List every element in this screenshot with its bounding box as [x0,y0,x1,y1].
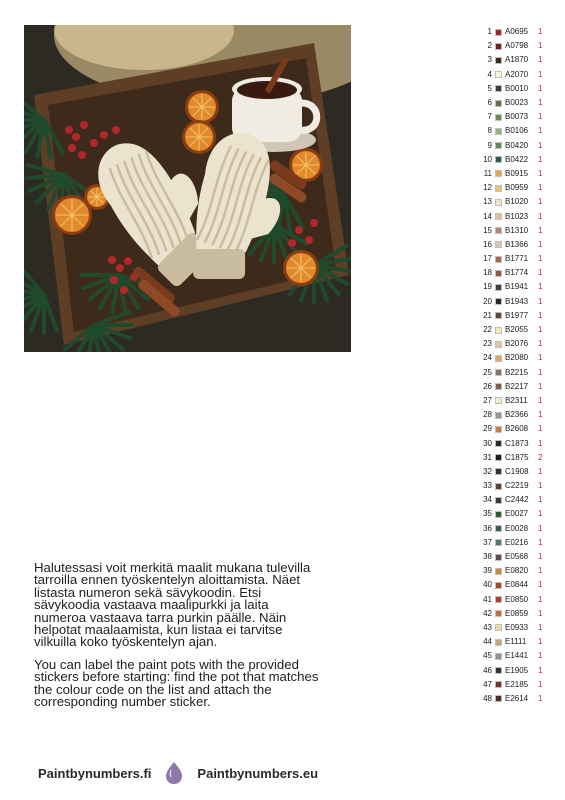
palette-row [479,82,559,96]
color-code: C1875 [505,452,529,462]
color-swatch [495,596,502,603]
color-swatch [495,483,502,490]
palette-row [479,507,559,521]
instructions-finnish: Halutessasi voit merkitä maalit mukana tulevilla tarroilla ennen työskentelyn aloittamista. Näet listasta numeron sekä sävykoodin. Etsi sävykoodia vastaava maalipurkki ja laita numeroa vastaava tarra purkin päälle. Näin helpotat maalaamista, kun listaa ei tarvitse vilkuilla koko työskentelyn ajan. [34,560,311,650]
pot-count: 1 [538,466,543,476]
color-palette-list [479,25,559,706]
palette-number: 4 [487,69,492,79]
color-code: B0073 [505,112,529,122]
color-swatch [495,525,502,532]
palette-number: 41 [483,594,492,604]
color-code: C1873 [505,438,529,448]
color-code: B0915 [505,168,529,178]
color-code: E0859 [505,608,529,618]
palette-row [479,607,559,621]
color-code: C2219 [505,481,529,491]
color-swatch [495,426,502,433]
pot-count: 1 [538,154,543,164]
color-swatch [495,610,502,617]
color-swatch [495,270,502,277]
color-swatch [495,142,502,149]
color-code: B2080 [505,353,529,363]
color-code: B0422 [505,154,529,164]
pot-count: 1 [538,27,543,37]
color-swatch [495,539,502,546]
color-code: B2215 [505,367,529,377]
color-swatch [495,43,502,50]
palette-row [479,153,559,167]
palette-row [479,280,559,294]
palette-number: 33 [483,481,492,491]
red-berry [65,126,73,134]
pot-count: 1 [538,637,543,647]
color-code: B1020 [505,197,529,207]
color-swatch [495,170,502,177]
palette-number: 19 [483,282,492,292]
palette-row [479,692,559,706]
color-code: B2608 [505,424,529,434]
pot-count: 1 [538,239,543,249]
palette-number: 44 [483,637,492,647]
red-berry [124,257,132,265]
color-code: B1366 [505,239,529,249]
pot-count: 1 [538,112,543,122]
palette-number: 35 [483,509,492,519]
color-swatch [495,284,502,291]
brand-eu-text: Paintbynumbers.eu [197,765,319,781]
palette-number: 46 [483,665,492,675]
palette-row [479,266,559,280]
palette-number: 3 [487,55,492,65]
color-swatch [495,85,502,92]
palette-number: 20 [483,296,492,306]
palette-row [479,422,559,436]
color-code: B1023 [505,211,529,221]
palette-number: 34 [483,495,492,505]
pot-count: 1 [538,55,543,65]
palette-number: 27 [483,395,492,405]
palette-number: 13 [483,197,492,207]
pot-count: 1 [538,126,543,136]
pot-count: 1 [538,665,543,675]
pot-count: 1 [538,367,543,377]
palette-row [479,110,559,124]
palette-number: 2 [487,41,492,51]
palette-row [479,451,559,465]
pot-count: 1 [538,537,543,547]
footer [38,760,318,786]
red-berry [68,144,76,152]
palette-number: 21 [483,310,492,320]
palette-number: 36 [483,523,492,533]
color-code: E2185 [505,679,529,689]
pot-count: 1 [538,509,543,519]
mitten-cuff [193,249,245,279]
palette-row [479,479,559,493]
color-swatch [495,440,502,447]
color-code: E0568 [505,552,529,562]
red-berry [72,133,80,141]
color-code: A0695 [505,27,529,37]
palette-number: 24 [483,353,492,363]
palette-row [479,238,559,252]
palette-row [479,295,559,309]
color-code: C2442 [505,495,529,505]
pot-count: 1 [538,566,543,576]
color-swatch [495,199,502,206]
color-swatch [495,468,502,475]
color-code: B2217 [505,381,529,391]
color-swatch [495,256,502,263]
color-code: B0010 [505,83,529,93]
red-berry [108,256,116,264]
color-swatch [495,454,502,461]
palette-number: 43 [483,622,492,632]
palette-number: 22 [483,325,492,335]
palette-row [479,678,559,692]
red-berry [288,239,296,247]
color-swatch [495,312,502,319]
palette-row [479,224,559,238]
pot-count: 1 [538,651,543,661]
color-swatch [495,57,502,64]
palette-row [479,550,559,564]
color-code: E1905 [505,665,529,675]
red-berry [110,276,118,284]
color-swatch [495,412,502,419]
palette-number: 25 [483,367,492,377]
pot-count: 1 [538,495,543,505]
palette-row [479,578,559,592]
palette-row [479,436,559,450]
palette-row [479,394,559,408]
pot-count: 1 [538,183,543,193]
palette-row [479,68,559,82]
palette-number: 10 [483,154,492,164]
instructions [34,562,324,718]
color-code: A1870 [505,55,529,65]
color-swatch [495,156,502,163]
color-code: B2311 [505,395,528,405]
pot-count: 1 [538,594,543,604]
palette-row [479,252,559,266]
palette-row [479,124,559,138]
color-code: E2614 [505,693,529,703]
palette-number: 7 [487,112,492,122]
red-berry [295,226,303,234]
color-swatch [495,128,502,135]
color-code: B1774 [505,268,529,278]
color-code: B1943 [505,296,529,306]
color-swatch [495,241,502,248]
red-berry [100,131,108,139]
palette-number: 28 [483,410,492,420]
color-swatch [495,568,502,575]
pot-count: 1 [538,438,543,448]
color-code: E0216 [505,537,529,547]
pot-count: 1 [538,481,543,491]
color-swatch [495,213,502,220]
red-berry [305,236,313,244]
palette-row [479,96,559,110]
palette-number: 17 [483,254,492,264]
pot-count: 1 [538,41,543,51]
color-code: B0959 [505,183,529,193]
pot-count: 1 [538,679,543,689]
palette-number: 48 [483,693,492,703]
palette-number: 9 [487,140,492,150]
color-code: B2055 [505,325,529,335]
pot-count: 1 [538,410,543,420]
palette-row [479,663,559,677]
palette-row [479,408,559,422]
pot-count: 1 [538,98,543,108]
cozy-winter-tray-illustration [24,25,351,352]
color-code: B0023 [505,98,529,108]
palette-number: 11 [483,168,492,178]
color-swatch [495,681,502,688]
color-swatch [495,653,502,660]
color-swatch [495,397,502,404]
color-code: C1908 [505,466,529,476]
color-code: E0820 [505,566,529,576]
pot-count: 1 [538,381,543,391]
palette-row [479,493,559,507]
palette-number: 47 [483,679,492,689]
palette-number: 1 [487,27,492,37]
palette-row [479,209,559,223]
color-swatch [495,327,502,334]
color-code: B1941 [505,282,529,292]
color-code: A0798 [505,41,529,51]
pot-count: 1 [538,225,543,235]
color-swatch [495,100,502,107]
palette-row [479,621,559,635]
pot-count: 1 [538,197,543,207]
color-swatch [495,298,502,305]
palette-row [479,366,559,380]
color-swatch [495,341,502,348]
color-swatch [495,355,502,362]
palette-number: 37 [483,537,492,547]
palette-row [479,351,559,365]
paint-drop-logo-icon [163,761,185,785]
palette-number: 8 [487,126,492,136]
color-code: E0933 [505,622,529,632]
color-swatch [495,582,502,589]
palette-row [479,39,559,53]
palette-number: 39 [483,566,492,576]
pot-count: 1 [538,282,543,292]
pot-count: 1 [538,268,543,278]
red-berry [120,286,128,294]
palette-row [479,649,559,663]
pot-count: 1 [538,693,543,703]
color-swatch [495,667,502,674]
color-swatch [495,383,502,390]
color-swatch [495,114,502,121]
color-swatch [495,497,502,504]
pot-count: 1 [538,339,543,349]
palette-number: 12 [483,183,492,193]
palette-row [479,380,559,394]
palette-number: 29 [483,424,492,434]
color-swatch [495,227,502,234]
pot-count: 1 [538,83,543,93]
palette-number: 23 [483,339,492,349]
palette-number: 6 [487,98,492,108]
red-berry [90,139,98,147]
color-code: B0420 [505,140,529,150]
color-code: E0844 [505,580,529,590]
palette-number: 30 [483,438,492,448]
color-code: B2366 [505,410,529,420]
palette-row [479,337,559,351]
red-berry [78,151,86,159]
pot-count: 1 [538,140,543,150]
palette-number: 18 [483,268,492,278]
color-swatch [495,554,502,561]
color-code: E0850 [505,594,529,604]
pot-count: 1 [538,325,543,335]
palette-number: 16 [483,239,492,249]
pot-count: 1 [538,353,543,363]
palette-row [479,195,559,209]
pot-count: 1 [538,310,543,320]
pot-count: 1 [538,168,543,178]
color-code: B1310 [505,225,529,235]
palette-row [479,181,559,195]
palette-row [479,465,559,479]
palette-row [479,309,559,323]
color-code: A2070 [505,69,529,79]
color-swatch [495,369,502,376]
pot-count: 1 [538,622,543,632]
brand-fi-text: Paintbynumbers.fi [38,765,152,781]
color-swatch [495,29,502,36]
palette-number: 26 [483,381,492,391]
color-swatch [495,639,502,646]
palette-row [479,323,559,337]
pot-count: 1 [538,296,543,306]
palette-number: 14 [483,211,492,221]
palette-number: 38 [483,552,492,562]
pot-count: 1 [538,608,543,618]
red-berry [112,126,120,134]
color-code: E0027 [505,509,529,519]
color-code: B0106 [505,126,529,136]
palette-row [479,536,559,550]
instructions-english: You can label the paint pots with the provided stickers before starting: find the pot that matches the colour code on the list and attach the corresponding number sticker. [34,656,319,710]
palette-row [479,139,559,153]
palette-number: 42 [483,608,492,618]
palette-number: 32 [483,466,492,476]
color-swatch [495,624,502,631]
color-code: B1977 [505,310,529,320]
color-code: E1441 [505,651,529,661]
palette-row [479,25,559,39]
color-code: E1111 [505,637,527,647]
color-code: B1771 [505,254,529,264]
palette-number: 45 [483,651,492,661]
red-berry [116,264,124,272]
palette-number: 31 [483,452,492,462]
pot-count: 1 [538,254,543,264]
palette-number: 15 [483,225,492,235]
pot-count: 1 [538,211,543,221]
red-berry [80,121,88,129]
pot-count: 1 [538,580,543,590]
palette-row [479,522,559,536]
palette-row [479,593,559,607]
palette-row [479,167,559,181]
pot-count: 1 [538,424,543,434]
color-swatch [495,185,502,192]
color-code: E0028 [505,523,529,533]
palette-number: 5 [487,83,492,93]
palette-row [479,564,559,578]
pot-count: 1 [538,523,543,533]
pot-count: 1 [538,395,543,405]
pot-count: 1 [538,69,543,79]
palette-row [479,635,559,649]
color-swatch [495,71,502,78]
color-swatch [495,511,502,518]
pot-count: 1 [538,552,543,562]
pot-count: 2 [538,452,543,462]
artwork-image [24,25,351,352]
palette-number: 40 [483,580,492,590]
red-berry [310,219,318,227]
color-code: B2076 [505,339,529,349]
palette-row [479,53,559,67]
color-swatch [495,695,502,702]
